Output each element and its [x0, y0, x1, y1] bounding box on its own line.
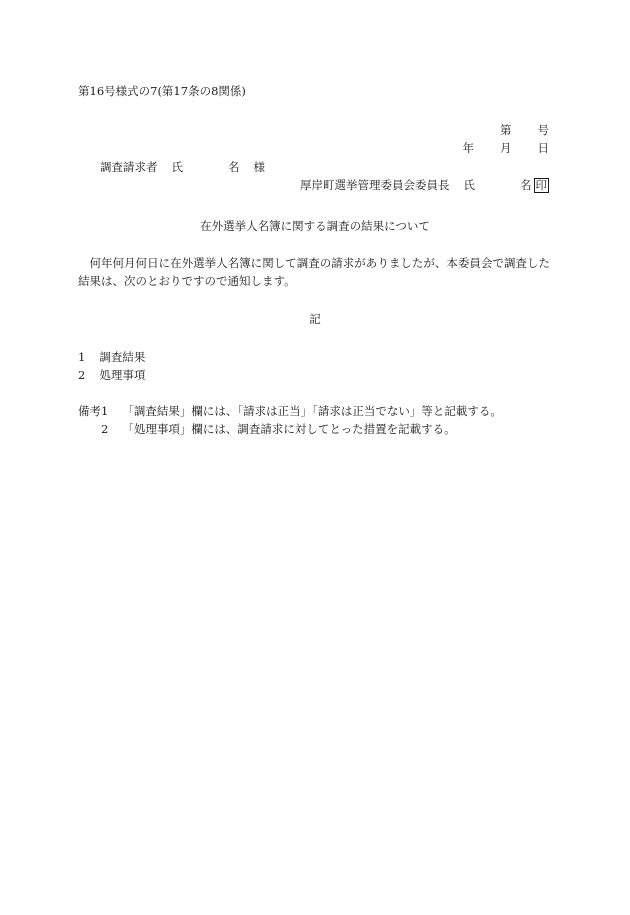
- item-label: 調査結果: [99, 350, 146, 364]
- document-title: 在外選挙人名簿に関する調査の結果について: [200, 219, 430, 233]
- seal-mark: 印: [535, 178, 547, 192]
- note-text: 「処理事項」欄には、調査請求に対してとった措置を記載する。: [122, 422, 456, 436]
- date-year: 年: [462, 141, 474, 155]
- note-entry: [101, 422, 456, 437]
- notes-heading: 備考: [78, 404, 101, 418]
- date-month: 月: [500, 141, 512, 155]
- list-item: [78, 350, 145, 365]
- addressee-role: 調査請求者: [100, 160, 158, 174]
- note-text: 「調査結果」欄には、「請求は正当」「請求は正当でない」等と記載する。: [122, 404, 502, 418]
- issue-date: [463, 141, 550, 156]
- addressee-name-label-1: 氏: [171, 160, 183, 174]
- list-item: [78, 368, 145, 383]
- sender-name-label-2: 名: [520, 178, 532, 192]
- doc-number-prefix: 第: [500, 123, 512, 137]
- note-entry: [78, 404, 502, 419]
- item-number: 2: [78, 368, 86, 382]
- date-day: 日: [537, 141, 549, 155]
- doc-number-suffix: 号: [537, 123, 549, 137]
- addressee-honorific: 様: [253, 160, 265, 174]
- document-number: [500, 123, 549, 138]
- addressee: [100, 160, 265, 175]
- note-number: 2: [101, 422, 109, 436]
- note-number: 1: [101, 404, 109, 418]
- form-identifier: 第16号様式の7(第17条の8関係): [78, 84, 246, 98]
- sender-title: 厚岸町選挙管理委員会委員長: [300, 178, 450, 192]
- sender-name-label-1: 氏: [463, 178, 475, 192]
- body-paragraph: 何年何月何日に在外選挙人名簿に関して調査の請求がありましたが、本委員会で調査した結果は、次のとおりですので通知します。: [78, 256, 550, 288]
- sender: [300, 178, 549, 193]
- ki-heading: 記: [309, 312, 321, 326]
- item-number: 1: [78, 350, 86, 364]
- addressee-name-label-2: 名: [228, 160, 240, 174]
- item-label: 処理事項: [99, 368, 146, 382]
